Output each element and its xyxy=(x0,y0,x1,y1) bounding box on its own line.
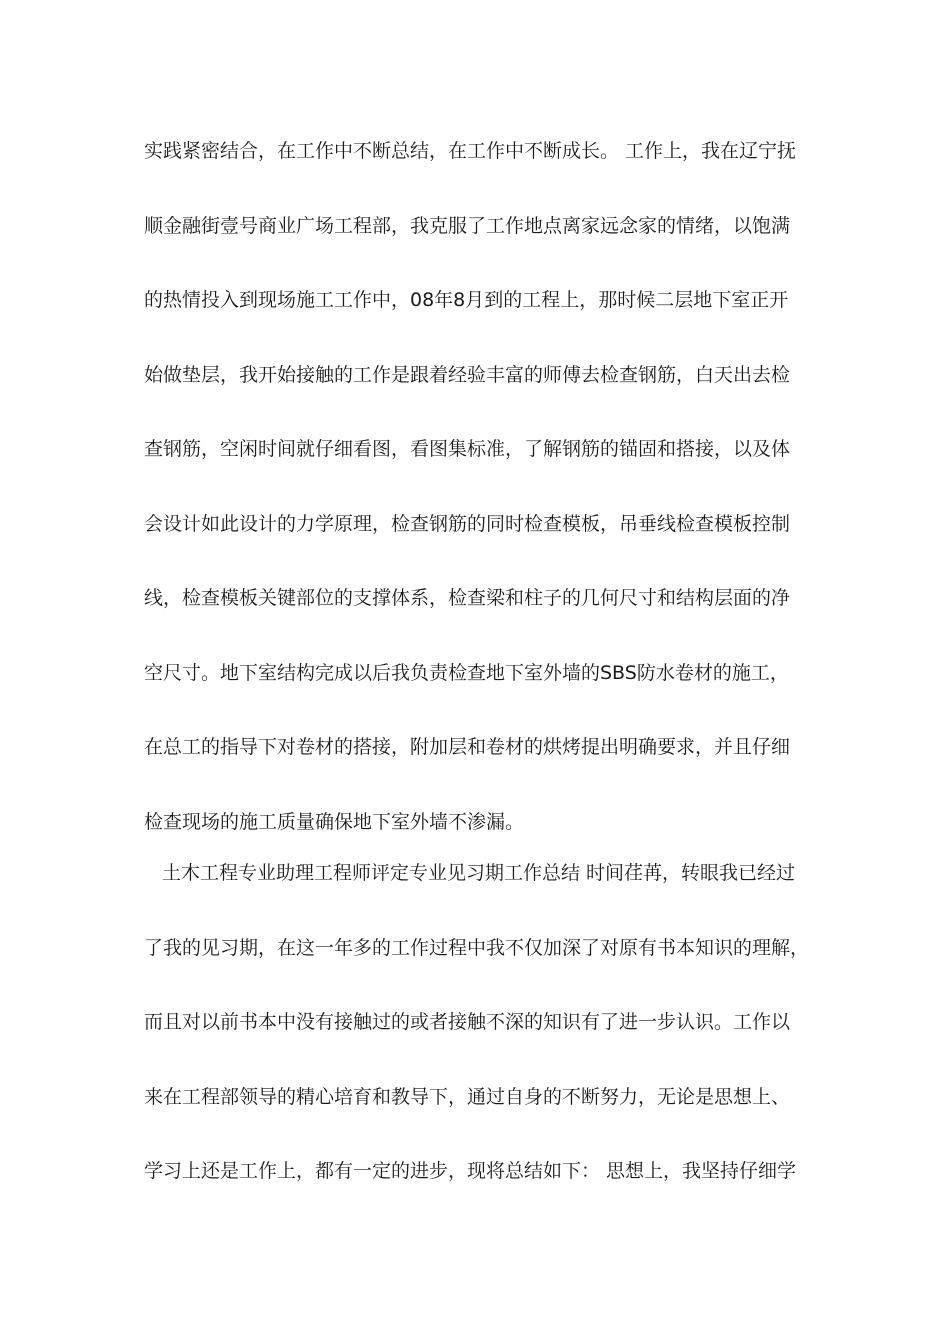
text-line: 了我的见习期，在这一年多的工作过程中我不仅加深了对原有书本知识的理解， xyxy=(144,936,810,959)
text-line: 在总工的指导下对卷材的搭接，附加层和卷材的烘烤提出明确要求，并且仔细 xyxy=(144,736,791,758)
text-line: 实践紧密结合，在工作中不断总结，在工作中不断成长。 工作上，我在辽宁抚 xyxy=(144,140,797,162)
text-line: 线，检查模板关键部位的支撑体系，检查梁和柱子的几何尺寸和结构层面的净 xyxy=(144,587,791,609)
text-line: 查钢筋，空闲时间就仔细看图，看图集标准，了解钢筋的锚固和搭接，以及体 xyxy=(144,438,791,460)
text-line: 而且对以前书本中没有接触过的或者接触不深的知识有了进一步认识。工作以 xyxy=(144,1011,791,1033)
paragraph-work-experience xyxy=(144,114,814,859)
text-line: 土木工程专业助理工程师评定专业见习期工作总结 时间荏苒，转眼我已经过 xyxy=(162,862,796,884)
text-line: 空尺寸。地下室结构完成以后我负责检查地下室外墙的SBS防水卷材的施工， xyxy=(144,661,789,684)
text-line: 检查现场的施工质量确保地下室外墙不渗漏。 xyxy=(144,810,525,833)
text-line: 的热情投入到现场施工工作中，08年8月到的工程上，那时候二层地下室正开 xyxy=(144,289,789,311)
text-line: 始做垫层，我开始接触的工作是跟着经验丰富的师傅去检查钢筋，白天出去检 xyxy=(144,363,791,386)
text-line: 顺金融街壹号商业广场工程部，我克服了工作地点离家远念家的情绪，以饱满 xyxy=(144,214,791,237)
paragraph-summary-intro xyxy=(144,836,814,1209)
text-line: 学习上还是工作上，都有一定的进步，现将总结如下： 思想上，我坚持仔细学 xyxy=(144,1160,797,1182)
text-line: 会设计如此设计的力学原理，检查钢筋的同时检查模板，吊垂线检查模板控制 xyxy=(144,512,791,535)
text-line: 来在工程部领导的精心培育和教导下，通过自身的不断努力，无论是思想上、 xyxy=(144,1085,791,1108)
